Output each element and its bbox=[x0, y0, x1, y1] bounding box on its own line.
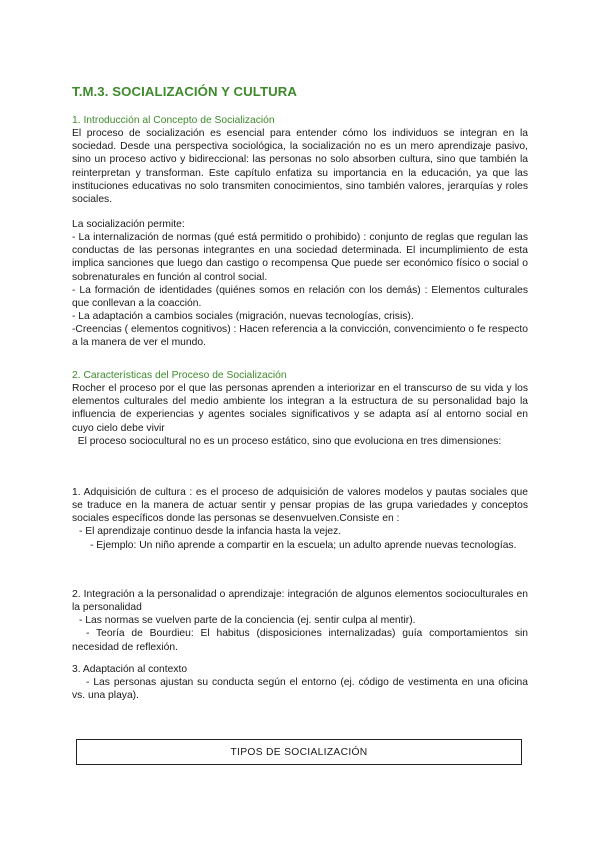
dimension-2 bbox=[72, 588, 528, 654]
list-item: - La adaptación a cambios sociales (migración, nuevas tecnologías, crisis). bbox=[72, 311, 414, 323]
section-2-paragraph: Rocher el proceso por el que las personas aprenden a interiorizar en el transcurso de su vida y los elementos culturales del medio ambiente los integran a la estructura de su personalidad bajo la influencia de experiencias y agentes sociales significativos y se adapta así al entorno social en cuyo cielo debe vivir bbox=[72, 383, 528, 434]
page-title: T.M.3. SOCIALIZACIÓN Y CULTURA bbox=[72, 84, 297, 99]
section-1-heading: 1. Introducción al Concepto de Socialización bbox=[72, 115, 275, 126]
dimension-3 bbox=[72, 663, 528, 702]
list-item: -Creencias ( elementos cognitivos) : Hacen referencia a la convicción, convencimiento o fe respecto a la manera de ver el mundo. bbox=[72, 324, 528, 349]
dimension-heading: 1. Adquisición de cultura : es el proceso de adquisición de valores modelos y pautas sociales que se traduce en la manera de actuar sentir y pensar propias de las grupa variedades y conceptos sociales específicos donde las personas se desenvuelven.Consiste en : bbox=[72, 487, 528, 525]
dimension-1 bbox=[72, 486, 528, 552]
list-item: - El aprendizaje continuo desde la infancia hasta la vejez. bbox=[79, 526, 342, 538]
section-1 bbox=[72, 114, 528, 206]
socialization-list bbox=[72, 218, 528, 350]
dimension-heading: 3. Adaptación al contexto bbox=[72, 664, 188, 675]
section-2-paragraph: El proceso sociocultural no es un proceso estático, sino que evoluciona en tres dimensiones: bbox=[72, 435, 502, 447]
list-item: - Ejemplo: Un niño aprende a compartir en la escuela; un adulto aprende nuevas tecnologías. bbox=[90, 539, 517, 551]
list-item: - La internalización de normas (qué está permitido o prohibido) : conjunto de reglas que regulan las conductas de las personas integrantes en una sociedad determinada. El incumplimiento de esta implica sanciones que luego dan castigo o recompensa Que puede ser económico físico o social o sobrenaturales en función al control social. bbox=[72, 232, 528, 283]
list-item: - Las normas se vuelven parte de la conciencia (ej. sentir culpa al mentir). bbox=[79, 615, 416, 627]
list-item: - Teoría de Bourdieu: El habitus (disposiciones internalizadas) guía comportamientos sin necesidad de reflexión. bbox=[72, 628, 528, 653]
list-item: - La formación de identidades (quiénes somos en relación con los demás) : Elementos culturales que conllevan a la coacción. bbox=[72, 284, 528, 309]
section-2 bbox=[72, 369, 528, 448]
list-item: - Las personas ajustan su conducta según el entorno (ej. código de vestimenta en una oficina vs. una playa). bbox=[72, 677, 528, 702]
box-title: TIPOS DE SOCIALIZACIÓN bbox=[230, 746, 368, 758]
section-title-box bbox=[76, 739, 522, 765]
section-1-paragraph: El proceso de socialización es esencial para entender cómo los individuos se integran en la sociedad. Desde una perspectiva sociológica, la socialización no es un mero aprendizaje pasivo, sino un proceso activo y bidireccional: las personas no solo absorben cultura, sino que también la reinterpretan y transforman. Este capítulo enfatiza su importancia en la educación, ya que las instituciones educativas no solo transmiten conocimientos, sino también valores, jerarquías y roles sociales. bbox=[72, 128, 528, 205]
list-intro: La socialización permite: bbox=[72, 219, 185, 230]
section-2-heading: 2. Características del Proceso de Socialización bbox=[72, 370, 287, 381]
dimension-heading: 2. Integración a la personalidad o aprendizaje: integración de algunos elementos socioculturales en la personalidad bbox=[72, 589, 528, 614]
